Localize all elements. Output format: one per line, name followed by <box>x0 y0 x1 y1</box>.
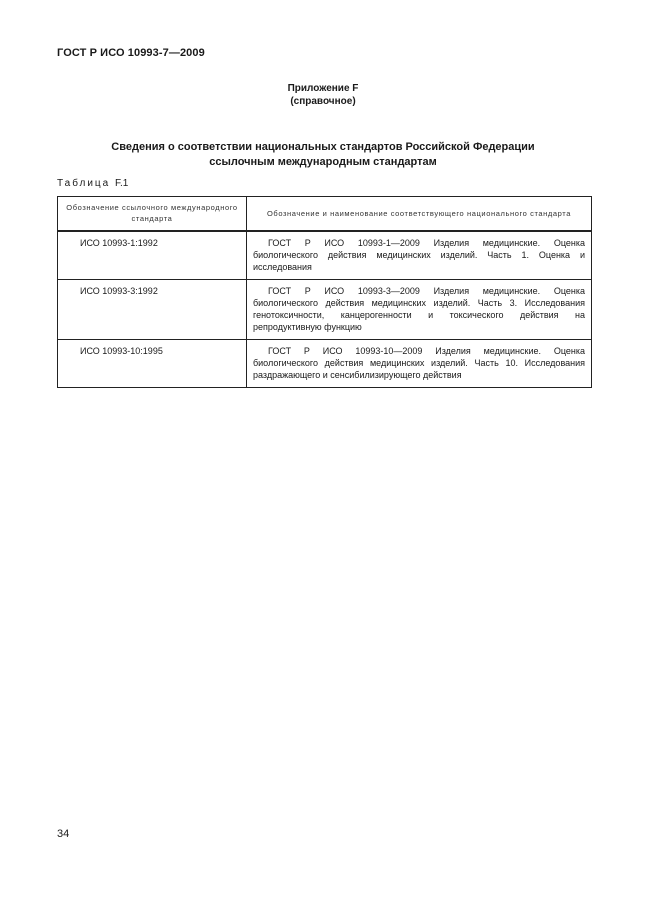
header-international-standard: Обозначение ссылочного международного стандарта <box>58 197 247 232</box>
section-title-line-1: Сведения о соответствии национальных стандартов Российской Федерации <box>111 141 535 153</box>
appendix-title: Приложение F <box>287 83 359 94</box>
standards-correspondence-table <box>57 196 592 388</box>
cell-international-standard: ИСО 10993-3:1992 <box>58 280 247 340</box>
section-title-line-2: ссылочным международным стандартам <box>209 156 437 168</box>
table-row <box>58 340 592 388</box>
cell-national-standard: ГОСТ Р ИСО 10993-3—2009 Изделия медицинские. Оценка биологического действия медицинских изделий. Часть 3. Исследования генотоксичности, канцерогенности и токсического действия на репродуктивную функцию <box>247 280 592 340</box>
appendix-heading <box>0 82 646 108</box>
section-title <box>0 140 646 170</box>
header-national-standard: Обозначение и наименование соответствующего национального стандарта <box>247 197 592 232</box>
table-caption <box>57 178 128 189</box>
document-code-header: ГОСТ Р ИСО 10993-7—2009 <box>57 47 205 59</box>
table-caption-word: Таблица <box>57 178 111 189</box>
cell-international-standard: ИСО 10993-10:1995 <box>58 340 247 388</box>
table-row <box>58 280 592 340</box>
page-number: 34 <box>57 828 70 840</box>
cell-international-standard: ИСО 10993-1:1992 <box>58 231 247 280</box>
table-caption-number: F.1 <box>115 178 129 189</box>
cell-national-standard: ГОСТ Р ИСО 10993-1—2009 Изделия медицинские. Оценка биологического действия медицинских изделий. Часть 1. Оценка и исследования <box>247 231 592 280</box>
cell-national-standard: ГОСТ Р ИСО 10993-10—2009 Изделия медицинские. Оценка биологического действия медицинских изделий. Часть 10. Исследования раздражающего и сенсибилизирующего действия <box>247 340 592 388</box>
table-header-row <box>58 197 592 232</box>
appendix-subtitle: (справочное) <box>290 96 356 107</box>
table-row <box>58 231 592 280</box>
